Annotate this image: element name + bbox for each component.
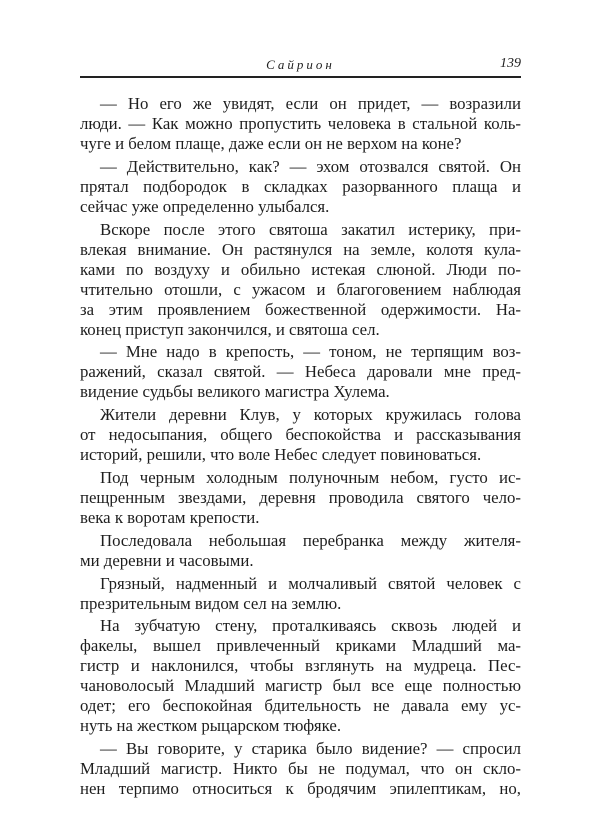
text-line: видение судьбы великого магистра Хулема.	[80, 382, 390, 402]
text-line: факелы, вышел привлеченный криками Младший ма-	[80, 636, 521, 656]
text-line: — Действительно, как? — эхом отозвался святой. Он	[100, 156, 521, 176]
text-line: чановолосый Младший магистр был все еще полностью	[80, 676, 521, 696]
text-line: ражений, сказал святой. — Небеса даровали мне пред-	[80, 362, 521, 382]
paragraph	[80, 94, 521, 154]
text-line: ми деревни и часовыми.	[80, 550, 254, 570]
text-line: — Мне надо в крепость, — тоном, не терпящим воз-	[100, 342, 521, 362]
text-line: нен терпимо относиться к бродячим эпилептикам, но,	[80, 779, 521, 799]
text-line: прятал подбородок в складках разорванного плаща и	[80, 176, 521, 196]
text-line: века к воротам крепости.	[80, 507, 260, 527]
page-header	[80, 55, 521, 75]
text-line: от недосыпания, общего беспокойства и рассказывания	[80, 425, 521, 445]
text-line: Младший магистр. Никто бы не подумал, что он скло-	[80, 759, 521, 779]
paragraph	[80, 342, 521, 402]
text-line: На зубчатую стену, проталкиваясь сквозь людей и	[100, 616, 521, 636]
page-body	[80, 94, 521, 802]
text-line: ками по воздуху и обильно истекая слюной. Люди по-	[80, 259, 521, 279]
text-line: нуть на жестком рыцарском тюфяке.	[80, 716, 342, 736]
text-line: Вскоре после этого святоша закатил истерику, при-	[100, 219, 521, 239]
page-number: 139	[500, 56, 521, 71]
paragraph	[80, 616, 521, 736]
paragraph	[80, 739, 521, 799]
text-line: люди. — Как можно пропустить человека в стальной коль-	[80, 114, 521, 133]
paragraph	[80, 157, 521, 217]
text-line: презрительным видом сел на землю.	[80, 593, 342, 613]
paragraph	[80, 405, 521, 465]
text-line: одет; его беспокойная бдительность не давала ему ус-	[80, 696, 521, 716]
paragraph	[80, 220, 521, 340]
text-line: сейчас уже определенно улыбался.	[80, 196, 330, 216]
text-line: чуге и белом плаще, даже если он не верхом на коне?	[80, 134, 462, 153]
running-title: Сайрион	[266, 57, 335, 72]
text-line: Последовала небольшая перебранка между жителя-	[100, 530, 521, 550]
text-line: за этим проявлением божественной одержимости. На-	[80, 299, 521, 319]
text-line: конец приступ закончился, и святоша сел.	[80, 319, 380, 339]
text-line: — Но его же увидят, если он придет, — возразили	[100, 94, 521, 113]
text-line: Под черным холодным полуночным небом, густо ис-	[100, 467, 521, 487]
text-line: — Вы говорите, у старика было видение? — спросил	[100, 739, 521, 759]
paragraph	[80, 531, 521, 571]
text-line: историй, решили, что воле Небес следует повиноваться.	[80, 445, 482, 465]
text-line: чтительно отошли, с ужасом и благоговением наблюдая	[80, 279, 521, 299]
text-line: Жители деревни Клув, у которых кружилась голова	[100, 405, 521, 425]
paragraph	[80, 574, 521, 614]
paragraph	[80, 468, 521, 528]
text-line: влекая внимание. Он растянулся на земле, колотя кула-	[80, 239, 521, 259]
text-line: гистр и наклонился, чтобы взглянуть на мудреца. Пес-	[80, 656, 521, 676]
text-line: Грязный, надменный и молчаливый святой человек с	[100, 573, 521, 593]
header-rule	[80, 76, 521, 78]
text-line: пещренным звездами, деревня проводила святого чело-	[80, 487, 521, 507]
